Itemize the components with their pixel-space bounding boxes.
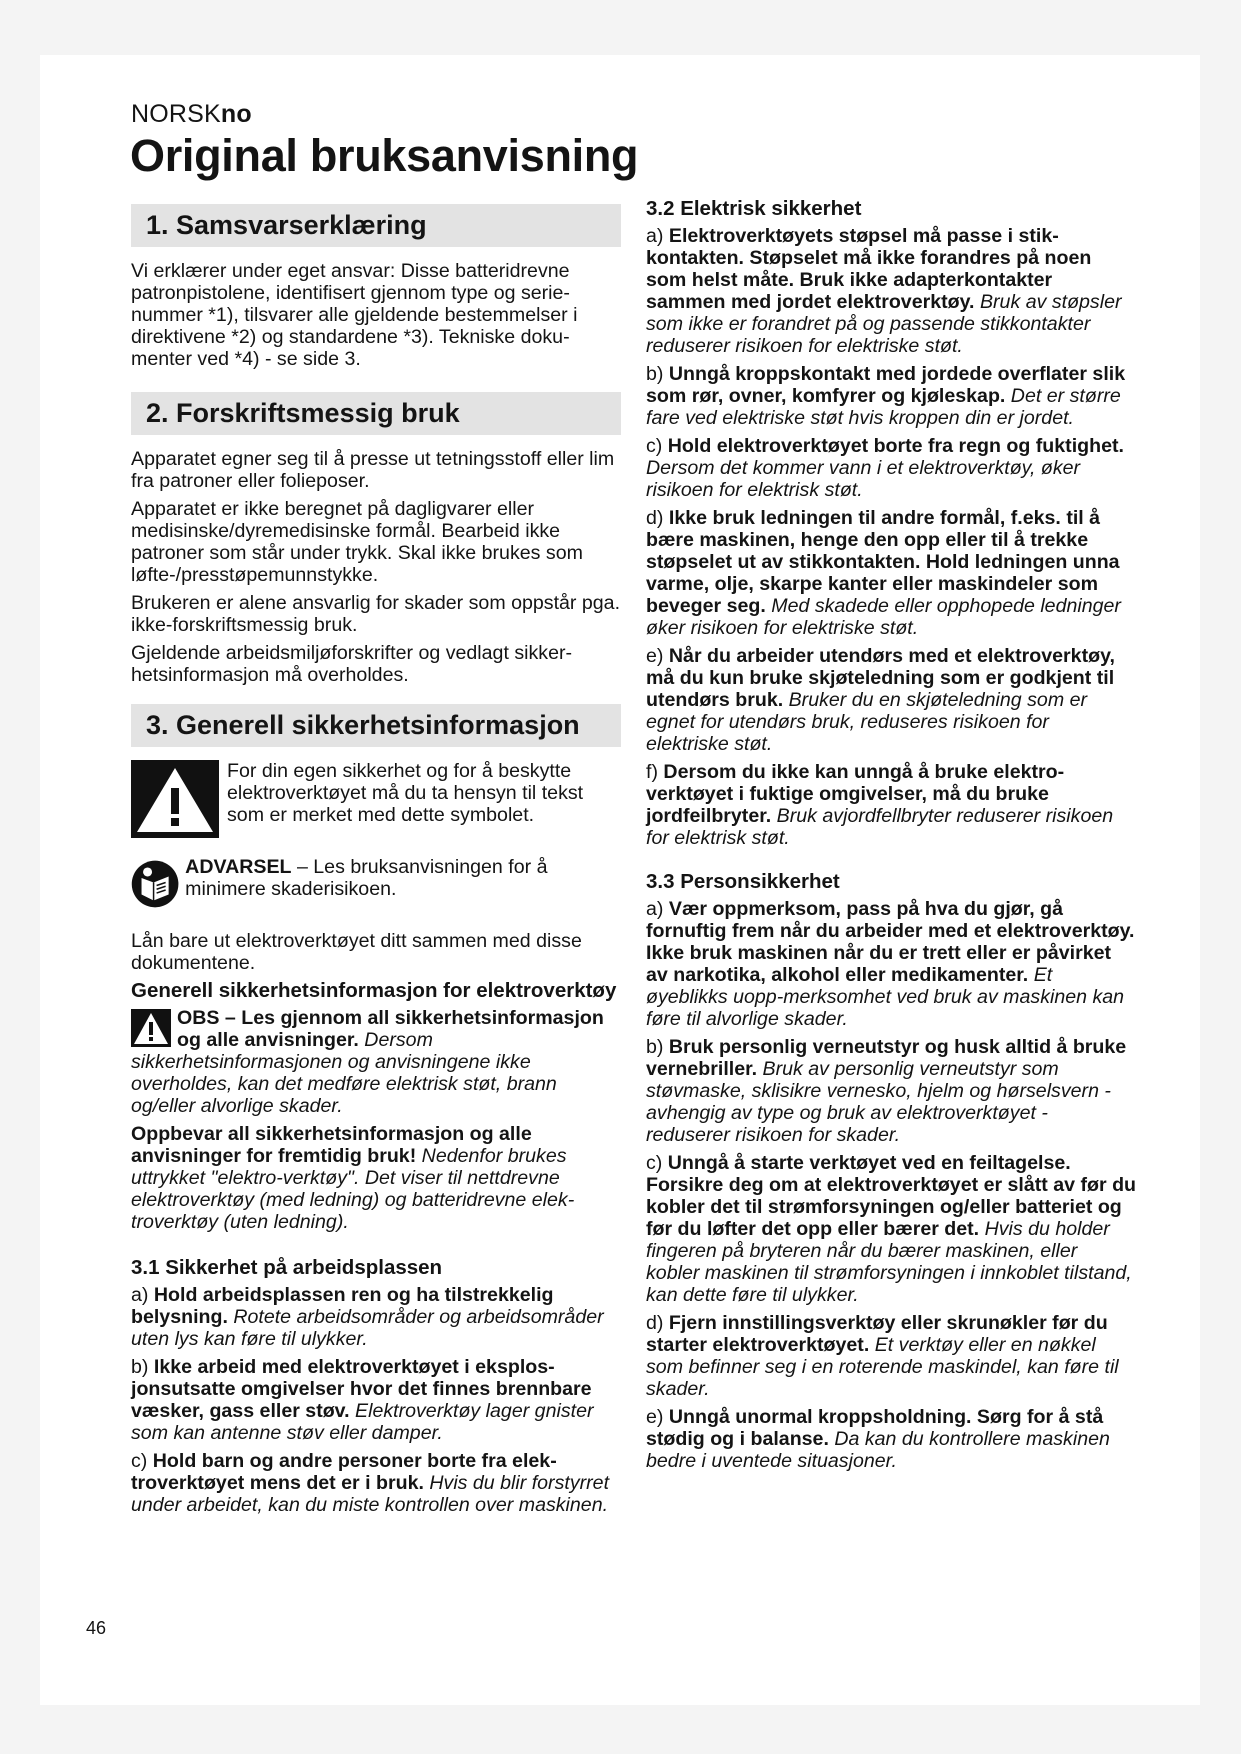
page-number: 46 bbox=[86, 1618, 107, 1638]
use-paragraph-1: Apparatet egner seg til å presse ut tetningsstoff eller lim fra patroner eller folieposer. bbox=[131, 448, 615, 492]
read-manual-note bbox=[131, 852, 621, 916]
use-paragraph-4: Gjeldende arbeidsmiljøforskrifter og vedlagt sikkerhetsinformasjon må overholdes. bbox=[131, 642, 573, 686]
personal-safety-heading: 3.3 Personsikkerhet bbox=[646, 870, 840, 893]
electrical-safety-heading: 3.2 Elektrisk sikkerhet bbox=[646, 197, 862, 220]
electrical-item-c: c) Hold elektroverktøyet borte fra regn og fuktighet. Dersom det kommer vann i et elektroverktøy, øker risikoen for elektrisk støt. bbox=[646, 435, 1124, 501]
electrical-item-f: f) Dersom du ikke kan unngå å bruke elektroverktøyet i fuktige omgivelser, må du bruke jordfeilbryter. Bruk avjordfellbryter reduserer risikoen for elektrisk støt. bbox=[646, 761, 1114, 849]
obs-note: OBS – Les gjennom all sikkerhetsinformasjon og alle anvisninger. Dersom sikkerhetsinformasjonen og anvisningene ikke overholdes, kan det medføre elektrisk støt, brann og/eller alvorlige skader. bbox=[131, 1007, 604, 1117]
warning-symbol-note bbox=[131, 760, 621, 838]
section-heading-1: 1. Samsvarserklæring bbox=[131, 204, 621, 247]
section-heading-3: 3. Generell sikkerhetsinformasjon bbox=[131, 704, 621, 747]
workplace-safety-heading: 3.1 Sikkerhet på arbeidsplassen bbox=[131, 1256, 443, 1279]
personal-item-d: d) Fjern innstillingsverktøy eller skrunøkler før du starter elektroverktøyet. Et verktøy eller en nøkkel som befinner seg i en roterende maskindel, kan føre til skader. bbox=[646, 1312, 1119, 1400]
warning-triangle-small-icon bbox=[131, 1009, 171, 1047]
use-paragraph-2: Apparatet er ikke beregnet på dagligvarer eller medisinske/dyremedisinske formål. Bearbeid ikke patroner som står under trykk. Skal ikke brukes som løfte-/presstøpemunnstykke. bbox=[131, 498, 583, 586]
warning-symbol-text: For din egen sikkerhet og for å beskytte elektroverktøyet må du ta hensyn til tekst som er merket med dette symbolet. bbox=[227, 760, 584, 826]
workplace-item-c: c) Hold barn og andre personer borte fra elektroverktøyet mens det er i bruk. Hvis du blir forstyrret under arbeidet, kan du miste kontrollen over maskinen. bbox=[131, 1450, 610, 1516]
left-column bbox=[131, 204, 621, 1522]
use-paragraph-3: Brukeren er alene ansvarlig for skader som oppstår pga. ikke-forskriftsmessig bruk. bbox=[131, 592, 621, 636]
personal-item-b: b) Bruk personlig verneutstyr og husk alltid å bruke vernebriller. Bruk av personlig verneutstyr som støvmaske, sklisikre vernesko, hjelm og hørselsvern - avhengig av type og bruk av elektroverktøyet - reduserer risikoen for skader. bbox=[646, 1036, 1127, 1146]
personal-item-c: c) Unngå å starte verktøyet ved en feiltagelse. Forsikre deg om at elektroverktøyet er slått av før du kobler det til strømforsyningen og/eller batteriet og før du løfter det opp eller bærer det. Hvis du holder fingeren på bryteren når du bærer maskinen, eller kobler maskinen til strømforsyningen i innkoblet tilstand, kan dette føre til ulykker. bbox=[646, 1152, 1137, 1306]
workplace-item-b: b) Ikke arbeid med elektroverktøyet i eksplosjonsutsatte omgivelser hvor det finnes brennbare væsker, gass eller støv. Elektroverktøy lager gnister som kan antenne støv eller damper. bbox=[131, 1356, 594, 1444]
declaration-text: Vi erklærer under eget ansvar: Disse batteridrevne patronpistolene, identifisert gjennom type og serienummer *1), tilsvarer alle gjeldende bestemmelser i direktivene *2) og standardene *3). Tekniske dokumenter ved *4) - se side 3. bbox=[131, 260, 578, 370]
section-heading-2: 2. Forskriftsmessig bruk bbox=[131, 392, 621, 435]
general-safety-heading: Generell sikkerhetsinformasjon for elektroverktøy bbox=[131, 979, 617, 1002]
personal-item-a: a) Vær oppmerksom, pass på hva du gjør, gå fornuftig frem når du arbeider med et elektroverktøy. Ikke bruk maskinen når du er trett eller er påvirket av narkotika, alkohol eller medikamenter. Et øyeblikks uopp-merksomhet ved bruk av maskinen kan føre til alvorlige skader. bbox=[646, 898, 1135, 1030]
workplace-item-a: a) Hold arbeidsplassen ren og ha tilstrekkelig belysning. Rotete arbeidsområder og arbeidsområder uten lys kan føre til ulykker. bbox=[131, 1284, 604, 1350]
electrical-item-a: a) Elektroverktøyets støpsel må passe i stikkontakten. Støpselet må ikke forandres på noen som helst måte. Bruk ikke adapterkontakter sammen med jordet elektroverktøy. Bruk av støpsler som ikke er forandret på og passende stikkontakter reduserer risikoen for elektriske støt. bbox=[646, 225, 1122, 357]
personal-item-e: e) Unngå unormal kroppsholdning. Sørg for å stå stødig og i balanse. Da kan du kontrollere maskinen bedre i uventede situasjoner. bbox=[646, 1406, 1110, 1472]
page-title: Original bruksanvisning bbox=[130, 130, 639, 181]
keep-instructions-text: Oppbevar all sikkerhetsinformasjon og alle anvisninger for fremtidig bruk! Nedenfor brukes uttrykket "elektro-verktøy". Det viser til nettdrevne elektroverktøy (med ledning) og batteridrevne elektroverktøy (uten ledning). bbox=[131, 1123, 575, 1233]
electrical-item-b: b) Unngå kroppskontakt med jordede overflater slik som rør, ovner, komfyrer og kjøleskap. Det er større fare ved elektriske støt hvis kroppen din er jordet. bbox=[646, 363, 1126, 429]
warning-triangle-icon bbox=[131, 760, 219, 838]
electrical-item-e: e) Når du arbeider utendørs med et elektroverktøy, må du kun bruke skjøteledning som er godkjent til utendørs bruk. Bruker du en skjøteledning som er egnet for utendørs bruk, reduseres risikoen for elektriske støt. bbox=[646, 645, 1115, 755]
read-manual-icon bbox=[131, 852, 179, 916]
language-header: NORSKno bbox=[131, 100, 252, 128]
electrical-item-d: d) Ikke bruk ledningen til andre formål, f.eks. til å bære maskinen, henge den opp eller til å trekke støpselet ut av stikkontakten. Hold ledningen unna varme, olje, skarpe kanter eller maskindeler som beveger seg. Med skadede eller opphopede ledninger øker risikoen for elektriske støt. bbox=[646, 507, 1121, 639]
right-column bbox=[646, 198, 1136, 1478]
advarsel-text: ADVARSEL – Les bruksanvisningen for å minimere skaderisikoen. bbox=[185, 856, 548, 900]
lend-tool-text: Lån bare ut elektroverktøyet ditt sammen med disse dokumentene. bbox=[131, 930, 582, 974]
